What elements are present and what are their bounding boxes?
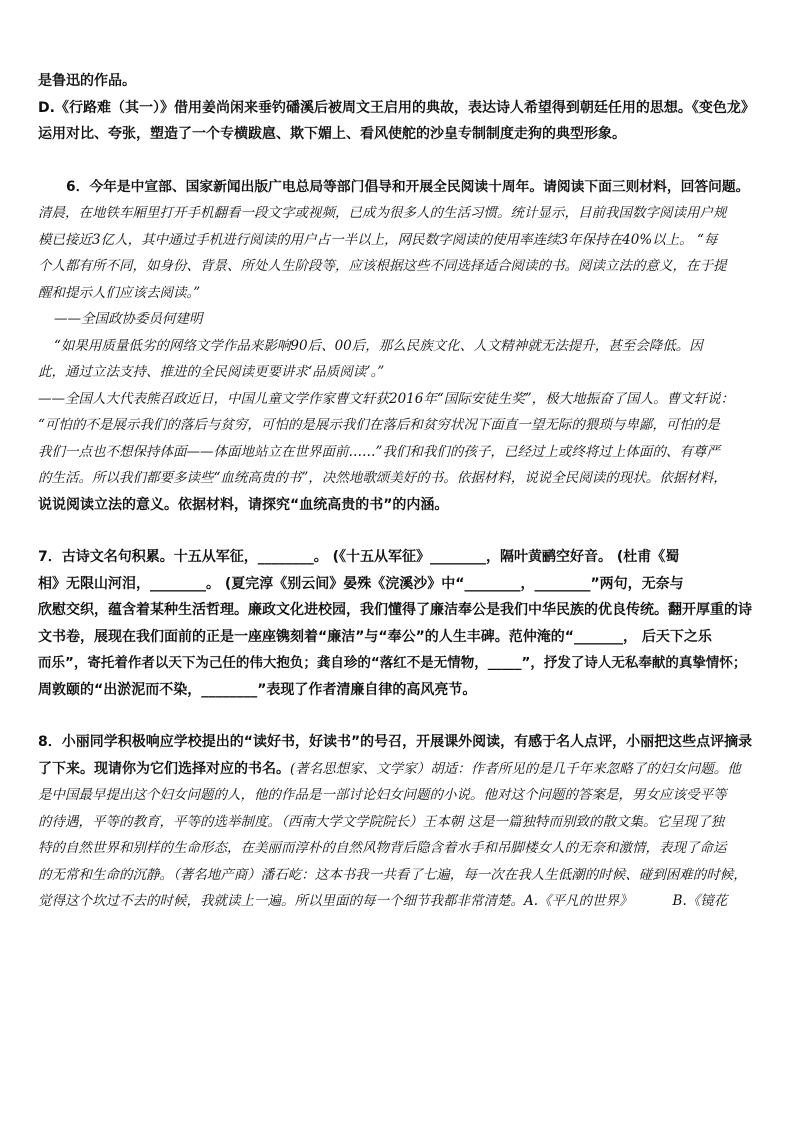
text-line: 而乐”，寄托着作者以天下为己任的伟大抱负；龚自珍的“落红不是无情物，_____”，抒发了诗人无私奉献的真挚情怀； <box>38 655 747 671</box>
text-line: “如果用质量低劣的网络文学作品来影响90后、00后，那么民族文化、人文精神就无法提升，甚至会降低。因 <box>54 337 703 354</box>
text-line: 运用对比、夸张，塑造了一个专横跋扈、欺下媚上、看风使舵的沙皇专制制度走狗的典型形象。 <box>38 126 626 142</box>
question-6-stem: 6．今年是中宣部、国家新闻出版广电总局等部门倡导和开展全民阅读十周年。请阅读下面三则材料，回答问题。 <box>66 178 750 195</box>
text-line: 此，通过立法支持、推进的全民阅读更要讲求‘品质阅读’。” <box>38 364 385 380</box>
text-line: 个人都有所不同，如身份、背景、所处人生阶段等，应该根据这些不同选择适合阅读的书。阅读立法的意义，在于提 <box>38 258 727 274</box>
option-b: B.《镜花 <box>672 893 728 909</box>
text-segment: 了下来。现请你为它们选择对应的书名。 <box>38 760 290 777</box>
quote-attribution: ——全国政协委员何建明 <box>54 311 203 327</box>
text-line: 周敦颐的“出淤泥而不染，________”表现了作者清廉自律的高风亮节。 <box>38 681 477 698</box>
question-8-stem: 8．小丽同学积极响应学校提出的“读好书，好读书”的号召，开展课外阅读，有感于名人点评，小丽把这些点评摘录 <box>38 734 753 750</box>
text-line: 是鲁迅的作品。 <box>38 73 136 89</box>
text-line: 特的自然世界和别样的生命形态，在美丽而淳朴的自然风物背后隐含着水手和吊脚楼女人的无奈和激情，表现了命运 <box>38 840 727 856</box>
text-line: 的待遇，平等的教育，平等的选举制度。（西南大学文学院院长）王本朝 这是一篇独特而别致的散文集。它呈现了独 <box>38 813 725 830</box>
text-line: 文书卷，展现在我们面前的正是一座座镌刻着“廉洁”与“奉公”的人生丰碑。范仲淹的“_______， 后天下之乐 <box>38 628 712 645</box>
text-segment: (著名思想家、文学家）胡适：作者所见的是几千年来忽略了的妇女问题。他 <box>290 760 741 777</box>
text-line: 醒和提示人们应该去阅读。” <box>38 284 201 301</box>
document-page <box>38 68 758 915</box>
text-line: 模已接近3亿人，其中通过手机进行阅读的用户占一半以上，网民数字阅读的使用率连续3年保持在40%以上。 “每 <box>38 231 718 248</box>
question-7-stem: 7．古诗文名句积累。十五从军征，________。 (《十五从军征》________，隔叶黄鹂空好音。 (杜甫《蜀 <box>38 549 680 565</box>
text-line: 欣慰交织，蕴含着某种生活哲理。廉政文化进校园，我们懂得了廉洁奉公是我们中华民族的优良传统。翻开厚重的诗 <box>38 602 752 618</box>
text-line: 相》无限山河泪，________。 (夏完淳《别云间》晏殊《浣溪沙》中“________，________”两句，无奈与 <box>38 575 684 592</box>
text-line: ——全国人大代表熊召政近日，中国儿童文学作家曹文轩获2016年“国际安徒生奖”，极大地振奋了国人。曹文轩说： <box>38 390 735 407</box>
text-line <box>38 756 758 783</box>
text-line: D.《行路难（其一）》借用姜尚闲来垂钓磻溪后被周文王启用的典故，表达诗人希望得到朝廷任用的思想。《变色龙》 <box>38 99 755 116</box>
question-8 <box>38 729 758 915</box>
text-line: 我们一点也不想保持体面——体面地站立在世界面前……”我们和我们的孩子，已经过上或终将过上体面的、有尊严 <box>38 443 720 460</box>
section-d <box>38 68 758 148</box>
text-line: 说说阅读立法的意义。依据材料，请探究“血统高贵的书”的内涵。 <box>38 496 449 513</box>
text-line <box>38 888 758 915</box>
text-line: 的无常和生命的沉静。（著名地产商）潘石屹：这本书我一共看了七遍，每一次在我人生低潮的时候、碰到困难的时候， <box>38 866 747 883</box>
text-line: “可怕的不是展示我们的落后与贫穷，可怕的是展示我们在落后和贫穷状况下面直一望无际的猥琐与卑鄙，可怕的是 <box>38 417 720 433</box>
text-line: 清晨，在地铁车厢里打开手机翻看一段文字或视频，已成为很多人的生活习惯。统计显示，目前我国数字阅读用户规 <box>38 205 727 221</box>
question-7 <box>38 544 758 703</box>
text-line: 是中国最早提出这个妇女问题的人，他的作品是一部讨论妇女问题的小说。他对这个问题的答案是，男女应该受平等 <box>38 787 727 803</box>
question-6 <box>38 174 758 519</box>
text-line: 的生活。所以我们都要多读些“血统高贵的书”，决然地歌颂美好的书。依据材料，说说全民阅读的现状。依据材料， <box>38 470 727 486</box>
text-segment: 觉得这个坎过不去的时候，我就读上一遍。所以里面的每一个细节我都非常清楚。A.《平凡的世界》 <box>38 893 633 909</box>
